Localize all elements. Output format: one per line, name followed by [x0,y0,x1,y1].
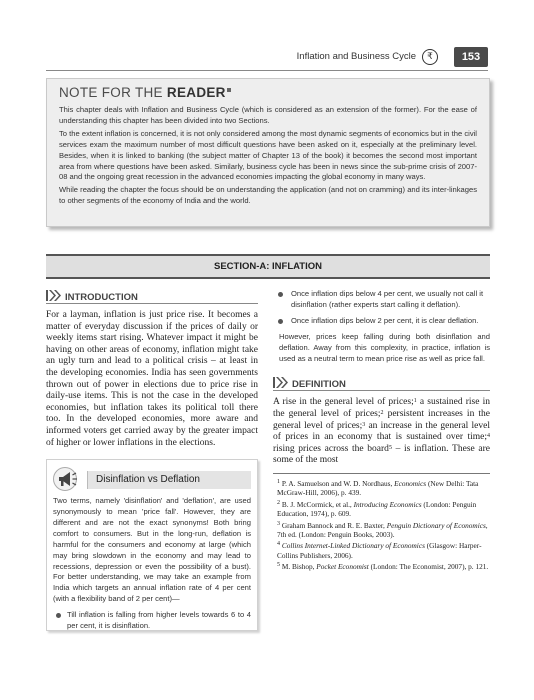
megaphone-icon [53,466,81,492]
footnote: $^3$ Graham Bannock and R. E. Baxter, Penguin Dictionary of Economics, 7th ed. (London: Penguin Books, 2003). [277,520,488,540]
note-title: NOTE FOR THE READER [59,85,477,103]
chapter-title: Inflation and Business Cycle [296,51,416,62]
double-chevron-icon [46,290,62,301]
footnote: $^1$ P. A. Samuelson and W. D. Nordhaus, Economics (New Delhi: Tata McGraw-Hill, 2006), p. 439. [277,479,479,498]
double-chevron-icon [273,377,289,388]
deflation-bullets [273,289,490,364]
bullet-icon [278,292,283,297]
disinflation-box-title: Disinflation vs Deflation [87,471,251,489]
footnote: $^2$ B. J. McCormick, et al., Introducing Economics (London: Penguin Education, 1974), p. 609. [277,499,477,519]
footnote: $^5$ M. Bishop, Pocket Economist (London: The Economist, 2007), p. 121. [277,562,489,572]
disinflation-bullet: Till inflation is falling from higher levels towards 6 to 4 per cent, it is disinflation. [53,610,251,632]
disinflation-box [46,459,258,631]
section-banner: SECTION-A: INFLATION [46,254,490,279]
footnote: $^4$ Collins Internet-Linked Dictionary of Economics (Glasgow: Harper-Collins Publishers, 2006). [277,541,482,560]
list-item: Once inflation dips below 2 per cent, it is clear deflation. [273,316,490,327]
price-fall-paragraph: However, prices keep falling during both disinflation and deflation. Away from this complexity, in practice, inflation is used as a neutral term to mean price rise as well as price fall. [279,331,490,363]
page-number: 153 [454,47,488,67]
rupee-icon: ₹ [422,49,438,65]
definition-heading: DEFINITION [273,376,490,391]
note-paragraph: This chapter deals with Inflation and Business Cycle (which is considered as an extension of the former). For the ease of understanding this chapter has been divided into two Sections. [59,105,477,125]
bullet-icon [56,613,61,618]
note-paragraph: To the extent inflation is concerned, it is not only considered among the most dynamic segments of economics but in the civil services exam the maximum number of most difficult questions have been asked on it, especially at the preliminary level. Besides, when it is linked to banking (the subject matter of Chapter 13 of the book) it becomes the second most important area from where questions have been asked. Similarly, business cycle has been in news since the sub-prime crisis of 2007-08 and the ongoing great recession in the advanced economies impacting the global economy in many ways. [59,128,477,182]
square-icon [227,88,231,92]
footnotes [273,473,490,572]
disinflation-box-text: Two terms, namely 'disinflation' and 'deflation', are used synonymously to mean 'price fall'. However, they are different and are not the exact synonyms! Both bring comfort to consumers. But in the long-run, deflation is harmful for the consumers and economy at large (which may bring slowdown in the economy and may lead to recessions, depression or even the possibility of a bust). For better understanding, we may take an example from India which targets an annual inflation rate of 4 per cent (with a flexibility band of 2 per cent)— [53,496,251,604]
note-body [59,105,477,207]
header-divider [46,70,488,71]
note-paragraph: While reading the chapter the focus should be on understanding the application (and not on cramming) and its inter-linkages to other segments of the economy of India and the world. [59,185,477,206]
left-column [46,289,258,631]
bullet-icon [278,319,283,324]
right-column [273,289,490,574]
introduction-heading: INTRODUCTION [46,289,258,304]
definition-text: A rise in the general level of prices;$^1$ a sustained rise in the general level of prices;$^2$ persistent increases in the general level of prices;$^3$ an increase in the general level of prices in an economy that is sustained over time;$^4$ rising prices across the board$^5$ – is inflation. These are some of the most [273,397,490,466]
list-item: Once inflation dips below 4 per cent, we usually not call it disinflation (rather experts start calling it deflation). [273,289,490,311]
running-header [46,50,488,66]
note-for-reader-box [46,78,490,227]
introduction-text: For a layman, inflation is just price rise. It becomes a matter of everyday discussion if the prices of daily or weekly items start rising. Whatever impact it might be having on other areas of economy, inflation might take an ugly turn and lead to a political crisis – at least in the developing economies. India has seen governments thrown out of power in elections due to price rise in daily-use items. This is not the case in the developed economies, but inflation takes its political toll there too. In the developed economies, more aware and informed voters get carried away by the greater impact of higher or lower inflations in the elections. [46,310,258,448]
disinflation-box-header [53,466,251,492]
